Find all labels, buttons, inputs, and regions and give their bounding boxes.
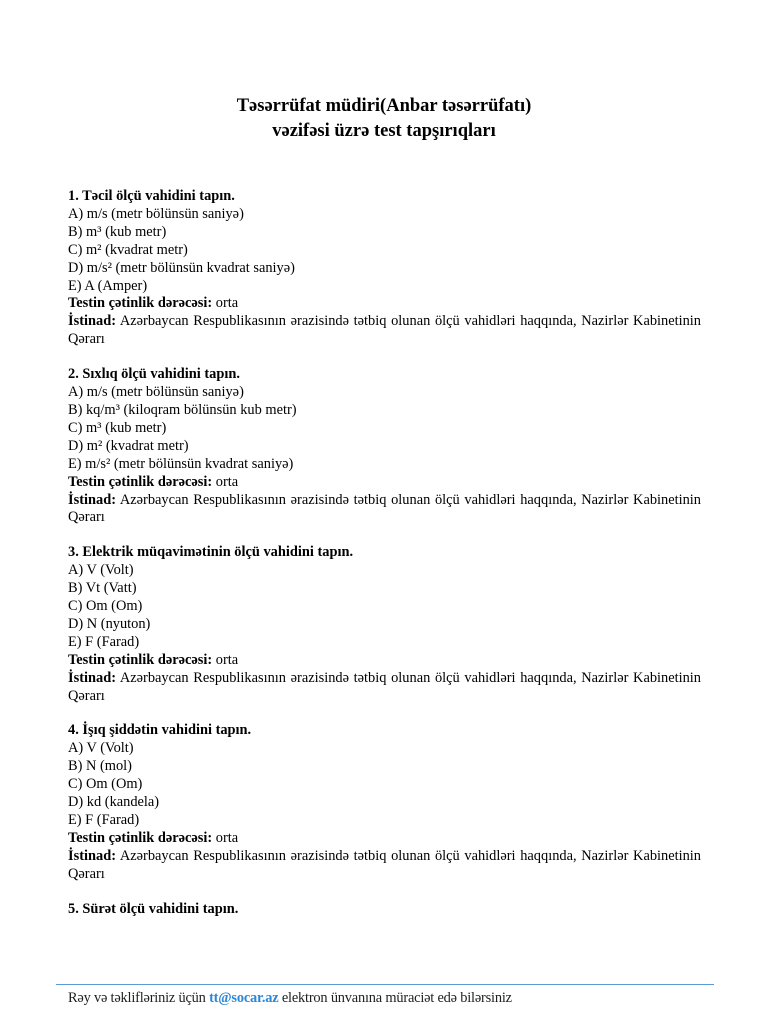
- difficulty-row: [68, 652, 701, 670]
- footer-note: [68, 989, 512, 1007]
- option-c: C) Om (Om): [68, 776, 143, 793]
- difficulty-label: Testin çətinlik dərəcəsi:: [68, 829, 213, 846]
- option-a: A) V (Volt): [68, 562, 134, 579]
- footer-text-before: Rəy və təklifləriniz üçün: [68, 990, 210, 1006]
- reference-row: [68, 313, 701, 349]
- option-e: E) m/s² (metr bölünsün kvadrat saniyə): [68, 455, 294, 472]
- footer-text-after: elektron ünvanına müraciət edə bilərsiniz: [278, 990, 512, 1006]
- option-d: D) N (nyuton): [68, 615, 151, 632]
- option-b: B) kq/m³ (kiloqram bölünsün kub metr): [68, 401, 297, 418]
- option-b: B) Vt (Vatt): [68, 580, 137, 597]
- option-a: A) m/s (metr bölünsün saniyə): [68, 205, 244, 222]
- reference-text: Azərbaycan Respublikasının ərazisində tətbiq olunan ölçü vahidləri haqqında, Nazirlər Kabinetinin Qərarı: [68, 313, 701, 348]
- option-c: C) m³ (kub metr): [68, 419, 167, 436]
- difficulty-row: [68, 474, 701, 492]
- reference-label: İstinad:: [68, 669, 116, 686]
- question-3: [68, 544, 701, 705]
- difficulty-row: [68, 295, 701, 313]
- option-b: B) N (mol): [68, 758, 132, 775]
- question-title: 4. İşıq şiddətin vahidini tapın.: [68, 722, 252, 739]
- reference-text: Azərbaycan Respublikasının ərazisində tətbiq olunan ölçü vahidləri haqqında, Nazirlər Kabinetinin Qərarı: [68, 491, 701, 526]
- option-a: A) V (Volt): [68, 740, 134, 757]
- reference-row: [68, 492, 701, 528]
- reference-label: İstinad:: [68, 313, 116, 330]
- questions-list: [68, 188, 701, 936]
- reference-label: İstinad:: [68, 847, 116, 864]
- reference-row: [68, 848, 701, 884]
- question-2: [68, 366, 701, 527]
- difficulty-label: Testin çətinlik dərəcəsi:: [68, 295, 213, 312]
- option-e: E) A (Amper): [68, 277, 148, 294]
- difficulty-row: [68, 830, 701, 848]
- reference-text: Azərbaycan Respublikasının ərazisində tətbiq olunan ölçü vahidləri haqqında, Nazirlər Kabinetinin Qərarı: [68, 669, 701, 704]
- option-c: C) Om (Om): [68, 598, 143, 615]
- option-a: A) m/s (metr bölünsün saniyə): [68, 384, 244, 401]
- option-b: B) m³ (kub metr): [68, 223, 167, 240]
- reference-label: İstinad:: [68, 491, 116, 508]
- difficulty-value: orta: [212, 651, 239, 668]
- question-title: 2. Sıxlıq ölçü vahidini tapın.: [68, 366, 240, 383]
- option-d: D) m² (kvadrat metr): [68, 437, 189, 454]
- document-title-line1: Təsərrüfat müdiri(Anbar təsərrüfatı): [236, 96, 532, 116]
- option-c: C) m² (kvadrat metr): [68, 241, 188, 258]
- option-d: D) m/s² (metr bölünsün kvadrat saniyə): [68, 259, 295, 276]
- difficulty-value: orta: [212, 829, 239, 846]
- difficulty-value: orta: [212, 473, 239, 490]
- reference-text: Azərbaycan Respublikasının ərazisində tətbiq olunan ölçü vahidləri haqqında, Nazirlər Kabinetinin Qərarı: [68, 847, 701, 882]
- reference-row: [68, 670, 701, 706]
- question-5: [68, 901, 701, 919]
- difficulty-label: Testin çətinlik dərəcəsi:: [68, 651, 213, 668]
- question-title: 1. Təcil ölçü vahidini tapın.: [68, 188, 235, 204]
- question-4: [68, 722, 701, 883]
- question-title: 5. Sürət ölçü vahidini tapın.: [68, 900, 239, 917]
- option-e: E) F (Farad): [68, 812, 140, 828]
- question-1: [68, 188, 701, 349]
- footer-email-link[interactable]: tt@socar.az: [209, 990, 279, 1006]
- difficulty-value: orta: [212, 295, 239, 312]
- footer-divider: [56, 984, 714, 985]
- question-title: 3. Elektrik müqavimətinin ölçü vahidini tapın.: [68, 544, 354, 561]
- option-e: E) F (Farad): [68, 633, 140, 650]
- document-title-line2: vəzifəsi üzrə test tapşırıqları: [272, 121, 496, 141]
- option-d: D) kd (kandela): [68, 794, 160, 811]
- difficulty-label: Testin çətinlik dərəcəsi:: [68, 473, 213, 490]
